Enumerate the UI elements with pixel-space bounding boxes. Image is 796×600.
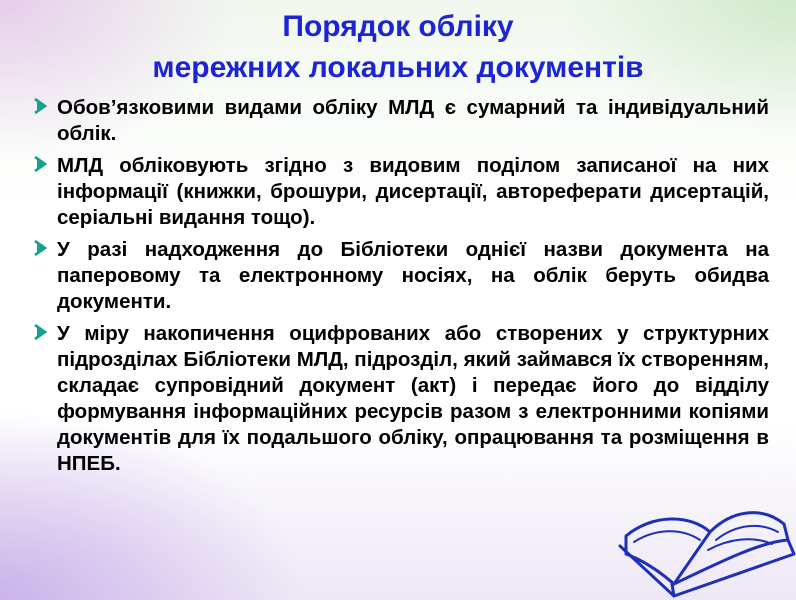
arrow-right-bullet-icon xyxy=(33,154,49,174)
list-item-text: У разі надходження до Бібліотеки однієї назви документа на паперовому та електронному носіях, на облік беруть обидва документи. xyxy=(57,238,769,313)
slide-title-line-1: Порядок обліку xyxy=(282,10,514,43)
slide-title-line-2: мережних локальних документів xyxy=(152,51,644,84)
slide-title xyxy=(0,6,796,88)
list-item xyxy=(33,321,769,477)
list-item-text: Обов’язковими видами обліку МЛД є сумарний та індивідуальний облік. xyxy=(57,96,769,145)
list-item xyxy=(33,237,769,315)
list-item-text: МЛД обліковують згідно з видовим поділом записаної на них інформації (книжки, брошури, дисертації, автореферати дисертацій, серіальні видання тощо). xyxy=(57,154,769,229)
open-book-icon xyxy=(612,484,796,600)
bullet-list xyxy=(33,95,769,483)
arrow-right-bullet-icon xyxy=(33,238,49,258)
arrow-right-bullet-icon xyxy=(33,322,49,342)
arrow-right-bullet-icon xyxy=(33,96,49,116)
list-item-text: У міру накопичення оцифрованих або створених у структурних підрозділах Бібліотеки МЛД, підрозділ, який займався їх створенням, складає супровідний документ (акт) і передає його до відділу формування інформаційних ресурсів разом з електронними копіями документів для їх подальшого обліку, опрацювання та розміщення в НПЕБ. xyxy=(57,322,769,475)
list-item xyxy=(33,95,769,147)
list-item xyxy=(33,153,769,231)
